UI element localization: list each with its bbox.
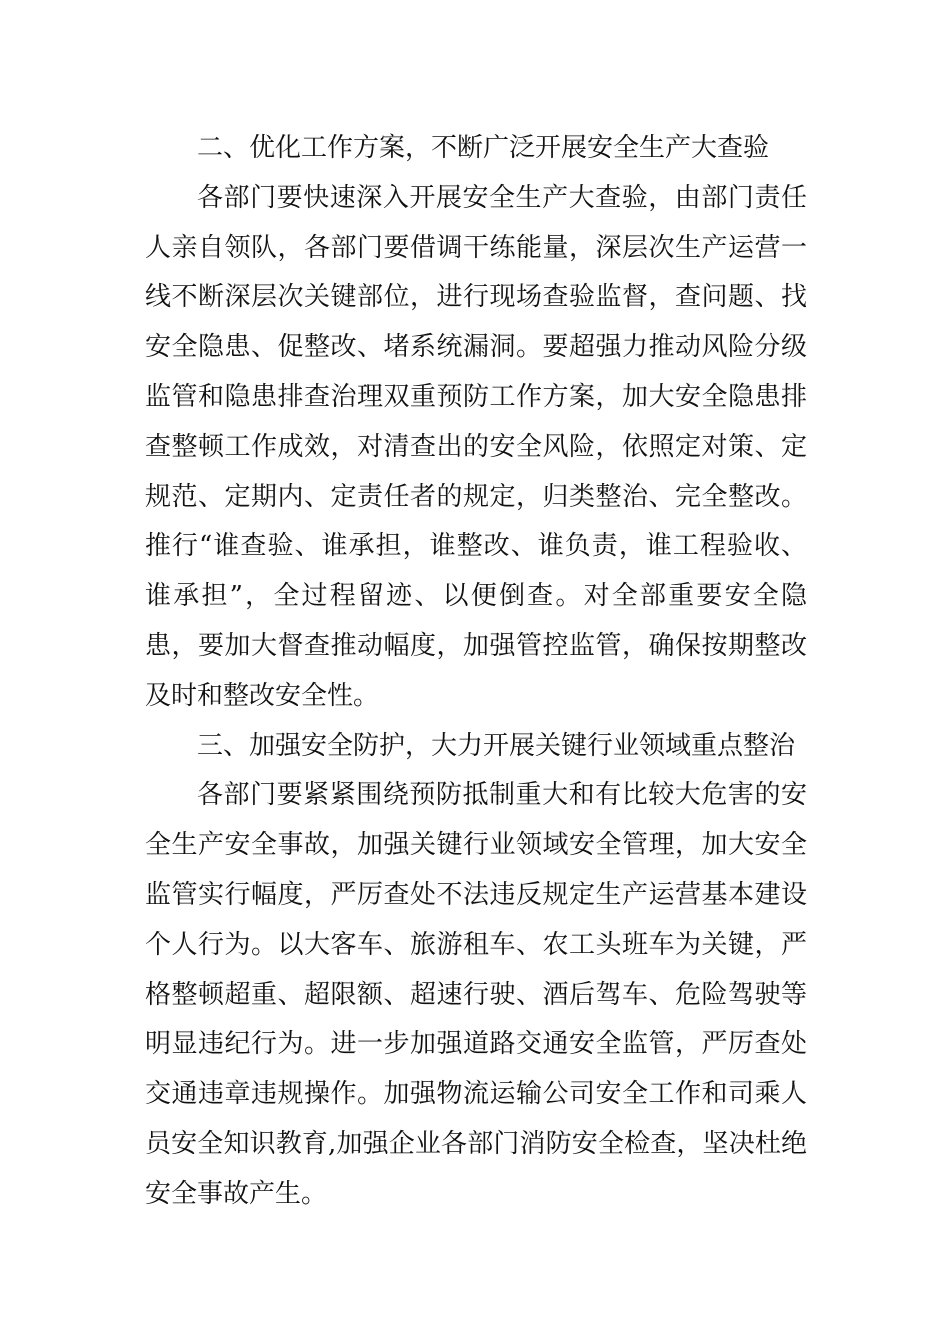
body-paragraph-1: 各部门要快速深入开展安全生产大查验，由部门责任人亲自领队，各部门要借调干练能量，深层次生产运营一线不断深层次关键部位，进行现场查验监督，查问题、找安全隐患、促整改、堵系统漏洞。要超强力推动风险分级监管和隐患排查治理双重预防工作方案，加大安全隐患排查整顿工作成效，对清查出的安全风险，依照定对策、定规范、定期内、定责任者的规定，归类整治、完全整改。推行“谁查验、谁承担，谁整改、谁负责，谁工程验收、谁承担”，全过程留迹、以便倒查。对全部重要安全隐患，要加大督查推动幅度，加强管控监管，确保按期整改及时和整改安全性。 (145, 182, 807, 711)
section-heading-3: 三、加强安全防护，大力开展关键行业领域重点整治 (197, 730, 796, 761)
body-paragraph-2: 各部门要紧紧围绕预防抵制重大和有比较大危害的安全生产安全事故，加强关键行业领域安全管理，加大安全监管实行幅度，严厉查处不法违反规定生产运营基本建设个人行为。以大客车、旅游租车、农工头班车为关键，严格整顿超重、超限额、超速行驶、酒后驾车、危险驾驶等明显违纪行为。进一步加强道路交通安全监管，严厉查处交通违章违规操作。加强物流运输公司安全工作和司乘人员安全知识教育,加强企业各部门消防安全检查，坚决杜绝安全事故产生。 (145, 780, 807, 1209)
section-heading-2: 二、优化工作方案，不断广泛开展安全生产大查验 (197, 133, 770, 163)
document-body (145, 124, 807, 1220)
